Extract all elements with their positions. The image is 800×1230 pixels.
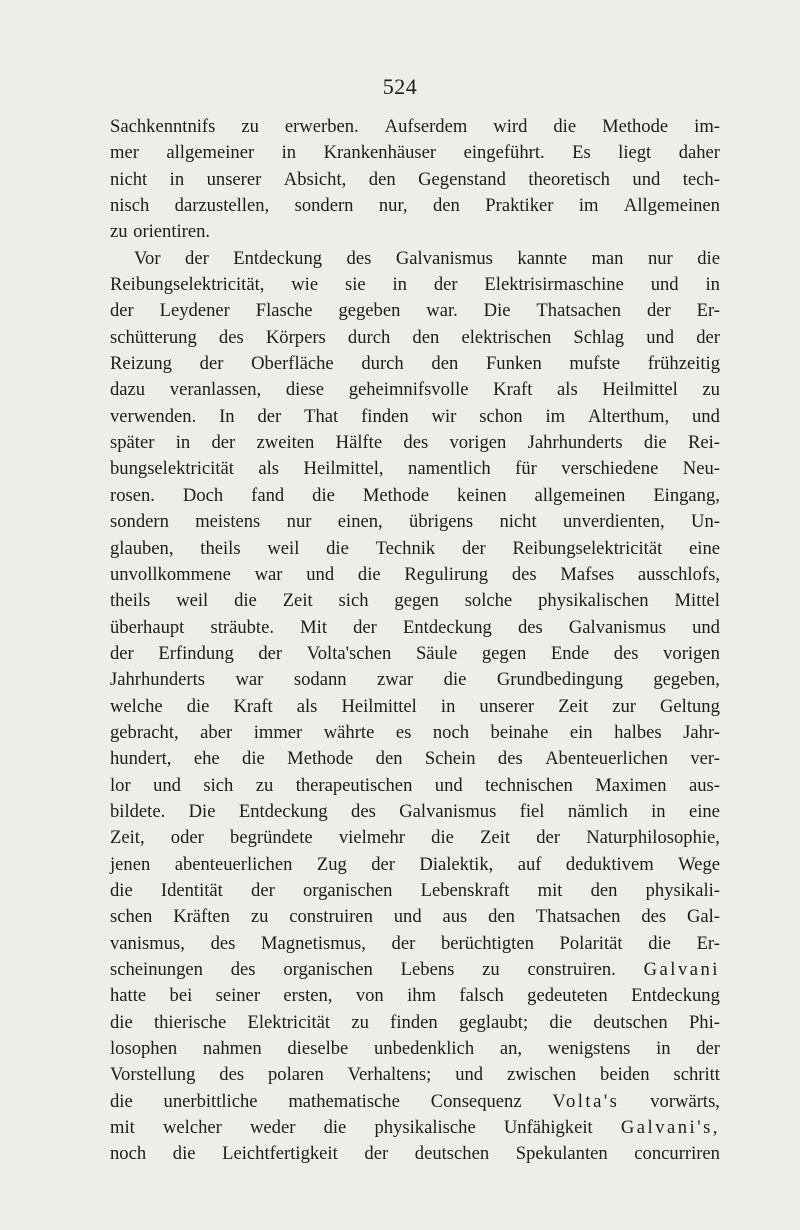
text-line: schen Kräften zu construiren und aus den Thatsachen des Gal- (110, 906, 720, 928)
page-number: 524 (382, 74, 418, 99)
text-line: zu orientiren. (110, 221, 211, 243)
text-line: der Leydener Flasche gegeben war. Die Thatsachen der Er- (110, 300, 720, 322)
text-line: hundert, ehe die Methode den Schein des Abenteuerlichen ver- (110, 748, 720, 770)
text-line: mit welcher weder die physikalische Unfähigkeit Galvani's, (110, 1117, 720, 1139)
text-line: bildete. Die Entdeckung des Galvanismus fiel nämlich in eine (110, 800, 720, 822)
text-line: vanismus, des Magnetismus, der berüchtigten Polarität die Er- (110, 932, 720, 954)
text-line: später in der zweiten Hälfte des vorigen Jahrhunderts die Rei- (110, 432, 720, 454)
text-line: gebracht, aber immer währte es noch beinahe ein halbes Jahr- (110, 721, 720, 743)
text-line: nicht in unserer Absicht, den Gegenstand theoretisch und tech- (110, 168, 720, 190)
text-line: Reibungselektricität, wie sie in der Elektrisirmaschine und in (110, 274, 720, 296)
text-line: Jahrhunderts war sodann zwar die Grundbedingung gegeben, (110, 669, 720, 691)
text-line: theils weil die Zeit sich gegen solche physikalischen Mittel (110, 590, 720, 612)
text-line: unvollkommene war und die Regulirung des Mafses ausschlofs, (110, 563, 720, 585)
text-line: die thierische Elektricität zu finden geglaubt; die deutschen Phi- (110, 1011, 720, 1033)
text-line: jenen abenteuerlichen Zug der Dialektik, auf deduktivem Wege (110, 853, 720, 875)
text-line: überhaupt sträubte. Mit der Entdeckung des Galvanismus und (110, 616, 720, 638)
text-line: dazu veranlassen, diese geheimnifsvolle Kraft als Heilmittel zu (110, 379, 720, 401)
text-line: hatte bei seiner ersten, von ihm falsch gedeuteten Entdeckung (110, 985, 720, 1007)
text-line: der Erfindung der Volta'schen Säule gegen Ende des vorigen (110, 642, 720, 664)
text-line: scheinungen des organischen Lebens zu construiren. Galvani (110, 959, 720, 980)
text-line: Vorstellung des polaren Verhaltens; und zwischen beiden schritt (110, 1064, 720, 1086)
text-line: die Identität der organischen Lebenskraft mit den physikali- (110, 879, 720, 901)
text-line: mer allgemeiner in Krankenhäuser eingeführt. Es liegt daher (110, 142, 720, 164)
text-line: nisch darzustellen, sondern nur, den Praktiker im Allgemeinen (110, 195, 720, 217)
text-line: losophen nahmen dieselbe unbedenklich an, wenigstens in der (110, 1038, 720, 1060)
text-line: lor und sich zu therapeutischen und technischen Maximen aus- (110, 774, 720, 796)
text-line: verwenden. In der That finden wir schon im Alterthum, und (110, 405, 720, 427)
text-line: glauben, theils weil die Technik der Reibungselektricität eine (110, 537, 720, 559)
text-line: Sachkenntnifs zu erwerben. Aufserdem wird die Methode im- (110, 116, 720, 137)
text-line: schütterung des Körpers durch den elektrischen Schlag und der (110, 326, 720, 348)
text-line: Vor der Entdeckung des Galvanismus kannte man nur die (134, 247, 720, 269)
text-line: Reizung der Oberfläche durch den Funken mufste frühzeitig (110, 353, 720, 375)
body-text (110, 114, 720, 1168)
text-line: rosen. Doch fand die Methode keinen allgemeinen Eingang, (110, 484, 720, 506)
text-line: die unerbittliche mathematische Consequenz Volta's vorwärts, (110, 1090, 720, 1112)
text-line: welche die Kraft als Heilmittel in unserer Zeit zur Geltung (110, 695, 720, 717)
text-line: sondern meistens nur einen, übrigens nicht unverdienten, Un- (110, 511, 720, 533)
text-line: bungselektricität als Heilmittel, namentlich für verschiedene Neu- (110, 458, 720, 480)
text-line: noch die Leichtfertigkeit der deutschen Spekulanten concurriren (110, 1143, 720, 1165)
text-line: Zeit, oder begründete vielmehr die Zeit der Naturphilosophie, (110, 827, 720, 849)
